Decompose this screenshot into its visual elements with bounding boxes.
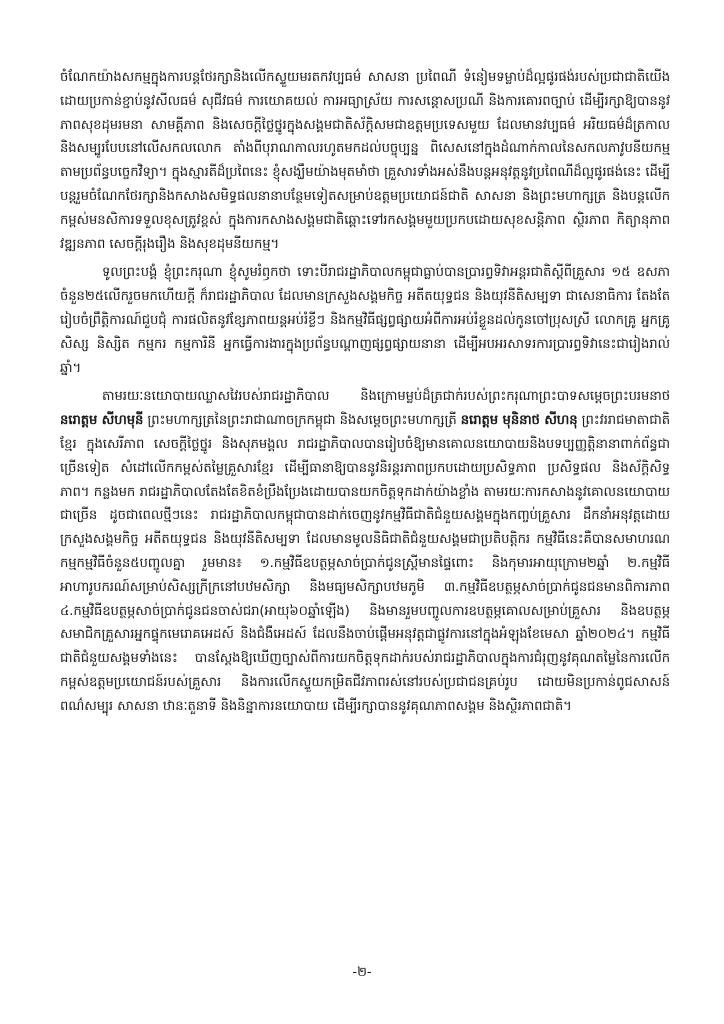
paragraph-1: ចំណែកយ៉ាងសកម្មក្នុងការបន្តថែរក្សានិងលើកស្ទួយមរតកវប្បធម៌ សាសនា ប្រពៃណី ទំនៀមទម្លាប់ដ៏ល្អផូរផង់របស់ប្រជាជាតិយើង ដោយប្រកាន់ខ្ជាប់នូវសីលធម៌ សុជីវធម៌ ការយោគយល់ ការអធ្យាស្រ័យ ការសន្តោសប្រណី និងការគោរពច្បាប់ ដើម្បីរក្សាឱ្យបាននូវភាពសុខដុមរមនា សាមគ្គីភាព និងសេចក្តីថ្លៃថ្នូរក្នុងសង្គមជាតិស័ក្តិសមជាឧត្តមប្រទេសមួយ ដែលមានវប្បធម៌ អរិយធម៌ដ៏ត្រកាលនិងសម្បូរបែបនៅលើសកលលោក តាំងពីបុរាណកាលរហូតមកដល់បច្ចុប្បន្ន ពិសេសនៅក្នុងដំណាក់កាលនៃសកលភាវូបនីយកម្មតាមប្រព័ន្ធបច្ចេកវិទ្យា។ ក្នុងស្មារតីដ៏ប្រពៃនេះ ខ្ញុំសង្ឃឹមយ៉ាងមុតមាំថា គ្រួសារទាំងអស់នឹងបន្តអនុវត្តនូវប្រពៃណីដ៏ល្អផូរផង់នេះ ដើម្បីបន្តរួមចំណែកថែរក្សានិងកសាងសមិទ្ធផលនានាបន្ថែមទៀតសម្រាប់ឧត្តមប្រយោជន៍ជាតិ សាសនា និងព្រះមហាក្សត្រ និងបន្តលើកកម្ពស់មនសិការទទួលខុសត្រូវខ្ពស់ ក្នុងការកសាងសង្គមជាតិឆ្ពោះទៅរកសង្គមមួយប្រកបដោយសុខសន្តិភាព ស្ថិរភាព កិត្យានុភាព វឌ្ឍនភាព សេចក្តីរុងរឿង និងសុខដុមនីយកម្ម។	[60, 70, 670, 252]
paragraph-3-text-c: ព្រះមហាក្សត្រនៃព្រះរាជាណាចក្រកម្ពុជា និងសម្តេចព្រះមហាក្សត្រី	[143, 413, 461, 429]
document-body	[60, 66, 670, 724]
king-name: នរោត្តម សីហមុនី	[60, 413, 144, 429]
queen-mother-name: នរោត្តម មុនិនាថ សីហនុ	[460, 413, 578, 429]
paragraph-3	[60, 385, 670, 718]
paragraph-3-text-e: ព្រះវររាជមាតាជាតិខ្មែរ ក្នុងសេរីភាព សេចក្តីថ្លៃថ្នូរ និងសុភមង្គល រាជរដ្ឋាភិបាលបានរៀបចំឱ្យមានគោលនយោបាយនិងបទប្បញ្ញត្តិនានាពាក់ព័ន្ធជាច្រើនទៀត សំដៅលើកកម្ពស់តម្លៃគ្រួសារខ្មែរ ដើម្បីធានាឱ្យបាននូវនិរន្តរភាពប្រកបដោយប្រសិទ្ធភាព ប្រសិទ្ធផល និងស័ក្តិសិទ្ធភាព។ កន្លងមក រាជរដ្ឋាភិបាលតែងតែខិតខំប្រឹងប្រែងដោយបានយកចិត្តទុកដាក់យ៉ាងខ្លាំង តាមរយៈការកសាងនូវគោលនយោបាយជាច្រើន ដូចជាពេលថ្មីៗនេះ រាជរដ្ឋាភិបាលកម្ពុជាបានដាក់ចេញនូវកម្មវិធីជាតិជំនួយសង្គមក្នុងកញ្ចប់គ្រួសារ ដឹកនាំអនុវត្តដោយក្រសួងសង្គមកិច្ច អតីតយុទ្ធជន និងយុវនីតិសម្បទា ដែលមានមូលនិធិជាតិជំនួយសង្គមជាប្រតិបត្តិករ កម្មវិធីនេះគឺបានសមាហរណកម្មកម្មវិធីចំនួន៥បញ្ចូលគ្នា រួមមាន៖ ១.កម្មវិធីឧបត្ថម្ភសាច់ប្រាក់ជូនស្ត្រីមានផ្ទៃពោះ និងកុមារអាយុក្រោម២ឆ្នាំ ២.កម្មវិធីអាហារូបករណ៍សម្រាប់សិស្សក្រីក្រនៅបឋមសិក្សា និងមធ្យមសិក្សាបឋមភូមិ ៣.កម្មវិធីឧបត្ថម្ភសាច់ប្រាក់ជូនជនមានពិការភាព ៤.កម្មវិធីឧបត្ថម្ភសាច់ប្រាក់ជូនជនចាស់ជរា(អាយុ៦០ឆ្នាំឡើង) និងមានរួមបញ្ចូលការឧបត្ថម្ភគោលសម្រាប់គ្រួសារ និងឧបត្ថម្ភសមាជិកគ្រួសារអ្នកផ្ទុកមេរោគអេដស៍ និងជំងឺអេដស៍ ដែលនឹងចាប់ផ្តើមអនុវត្តជាផ្លូវការនៅក្នុងអំឡុងខែមេសា ឆ្នាំ២០២៤។ កម្មវិធីជាតិជំនួយសង្គមទាំងនេះ បានស្តែងឱ្យឃើញច្បាស់ពីការយកចិត្តទុកដាក់របស់រាជរដ្ឋាភិបាលក្នុងការជំរុញនូវគុណតម្លៃនៃការលើកកម្ពស់ឧត្តមប្រយោជន៍របស់គ្រួសារ និងការលើកស្ទួយកម្រិតជីវភាពរស់នៅរបស់ប្រជាជនគ្រប់រូប ដោយមិនប្រកាន់ពូជសាសន៍ ពណ៌សម្បុរ សាសនា ឋានៈតួនាទី និងនិន្នាការនយោបាយ ដើម្បីរក្សាបាននូវគុណភាពសង្គម និងស្ថិរភាពជាតិ។	[60, 413, 670, 714]
paragraph-2: ទូលព្រះបង្គំ ខ្ញុំព្រះករុណា ខ្ញុំសូមរំឭកថា ទោះបីរាជរដ្ឋាភិបាលកម្ពុជាធ្លាប់បានប្រារព្ធទិវាអន្តរជាតិស្តីពីគ្រួសារ ១៥ ឧសភា ចំនួន២៥លើករួចមកហើយក្តី ក៏រាជរដ្ឋាភិបាល ដែលមានក្រសួងសង្គមកិច្ច អតីតយុទ្ធជន និងយុវនីតិសម្បទា ជាសេនាធិការ តែងតែរៀបចំព្រឹត្តិការណ៍ជួបជុំ ការផលិតនូវខ្សែភាពយន្តអប់រំខ្លីៗ និងកម្មវិធីផ្សព្វផ្សាយអំពីការអប់រំខ្លួនដល់កូនចៅប្រុសស្រី លោកគ្រូ អ្នកគ្រូ សិស្ស និស្សិត កម្មករ កម្មការិនី អ្នកធ្វើការងារក្នុងប្រព័ន្ធបណ្តាញផ្សព្វផ្សាយនានា ដើម្បីអបអរសាទរការប្រារព្ធទិវានេះជារៀងរាល់ឆ្នាំ។	[60, 265, 670, 376]
paragraph-3-text-a: តាមរយៈនយោបាយឈ្លាសវៃរបស់រាជរដ្ឋាភិបាល និងក្រោមម្លប់ដ៏ត្រជាក់របស់ព្រះករុណាព្រះបាទសម្តេចព្រះបរមនាថ	[102, 389, 670, 405]
page-number: -២-	[352, 965, 372, 980]
